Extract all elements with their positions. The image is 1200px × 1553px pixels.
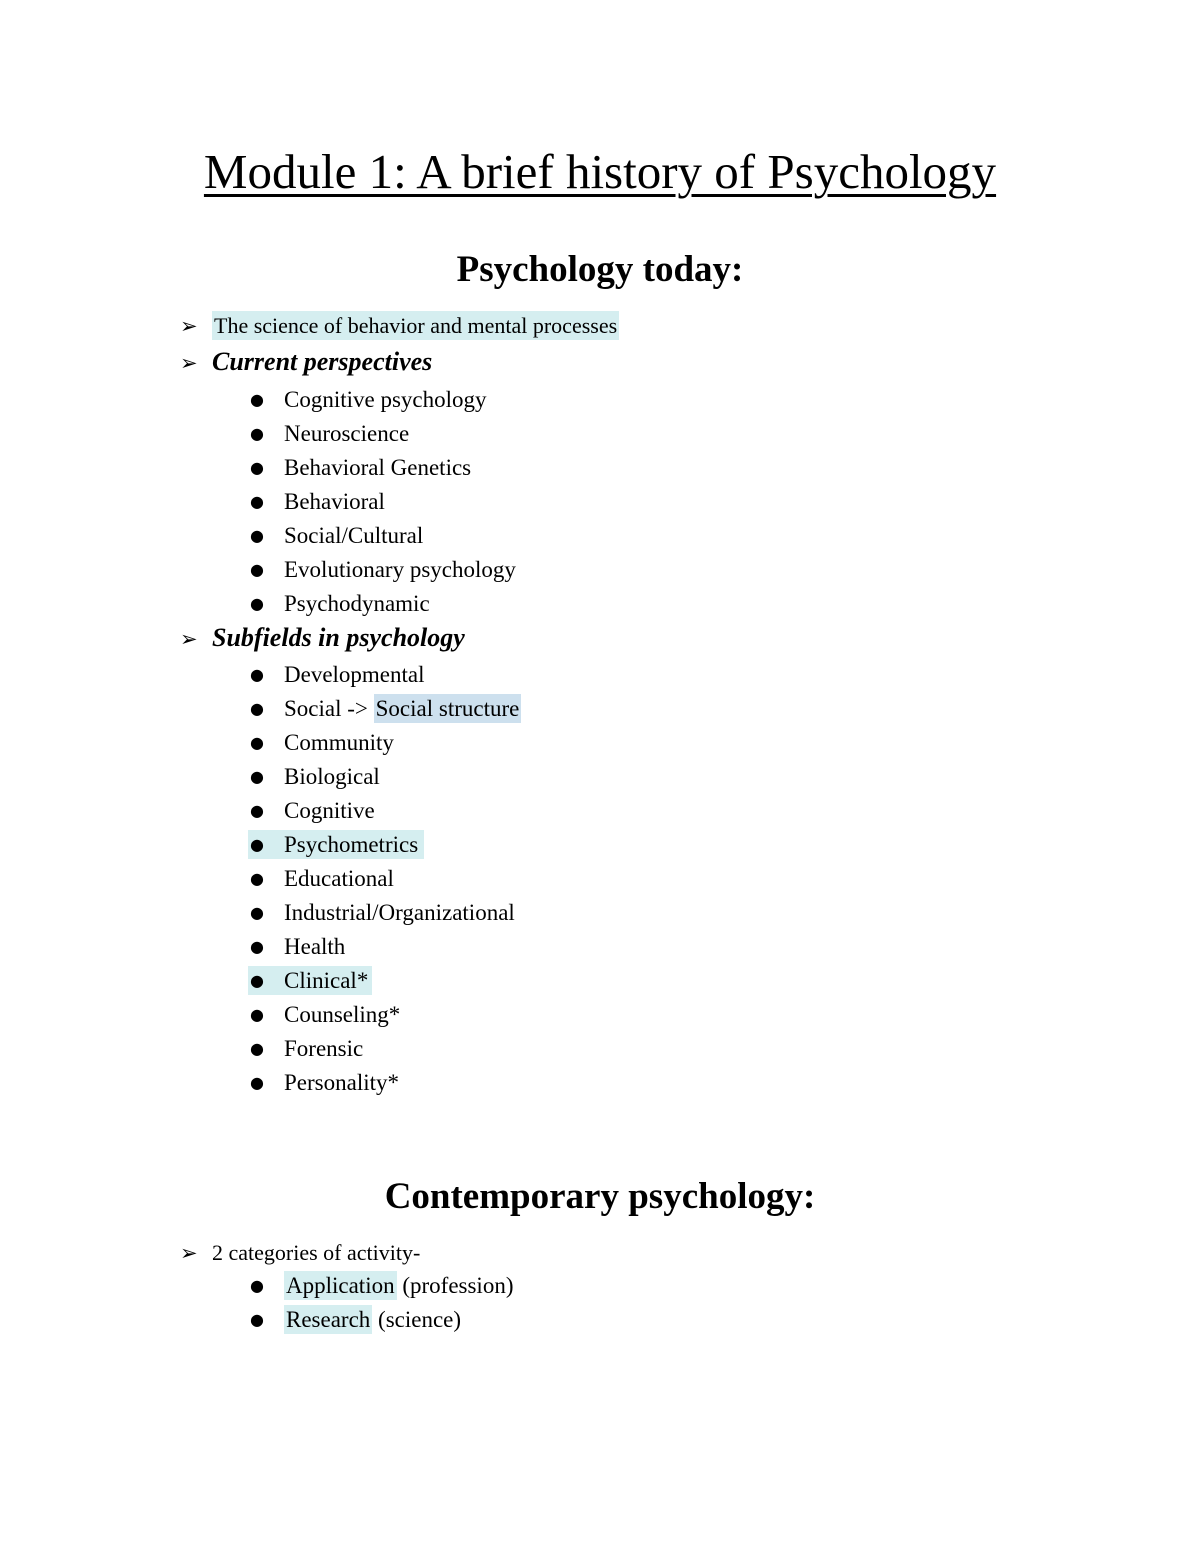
dot-bullet-icon: ● [250,594,264,613]
dot-bullet-icon: ● [250,835,264,854]
categories-text: 2 categories of activity- [212,1240,421,1265]
list-item-text: Evolutionary psychology [284,557,516,582]
highlighted-text: Research [286,1307,371,1332]
list-item-text: Counseling* [284,1002,401,1027]
definition-line [180,309,619,343]
dot-bullet-icon: ● [250,560,264,579]
list-item-text: Educational [284,866,394,891]
dot-bullet-icon: ● [250,801,264,820]
dot-bullet-icon: ● [250,1073,264,1092]
list-item [248,760,380,794]
list-item [248,794,375,828]
list-item [248,692,521,726]
list-item [248,964,372,998]
list-item-text: Behavioral [284,489,385,514]
list-item [248,896,515,930]
list-item [248,658,425,692]
arrow-bullet-icon: ➢ [180,351,198,375]
definition-text: The science of behavior and mental processes [214,313,618,338]
dot-bullet-icon: ● [250,1005,264,1024]
list-item-text: Psychometrics [284,832,419,857]
list-item [248,451,471,485]
list-item-text: Social/Cultural [284,523,424,548]
list-item [248,587,430,621]
list-item [248,519,423,553]
list-item [248,1269,513,1303]
list-item-text: Industrial/Organizational [284,900,515,925]
dot-bullet-icon: ● [250,903,264,922]
dot-bullet-icon: ● [250,424,264,443]
highlighted-text: Application [286,1273,395,1298]
list-item-text: (profession) [402,1273,514,1298]
list-item [248,417,409,451]
list-item-text: Cognitive [284,798,375,823]
dot-bullet-icon: ● [250,492,264,511]
highlighted-text: Social structure [375,696,520,721]
list-item-text: Clinical* [284,968,369,993]
list-item-text: Neuroscience [284,421,410,446]
list-item [248,1303,461,1337]
dot-bullet-icon: ● [250,869,264,888]
list-item-text: (science) [378,1307,462,1332]
dot-bullet-icon: ● [250,1310,264,1329]
dot-bullet-icon: ● [250,767,264,786]
list-item-text: Personality* [284,1070,399,1095]
list-item-text: Developmental [284,662,425,687]
list-item-text: Community [284,730,394,755]
arrow-bullet-icon: ➢ [180,314,198,338]
list-item [248,726,394,760]
list-item [248,1066,399,1100]
categories-line [180,1236,420,1270]
section-heading-contemporary: Contemporary psychology: [384,1176,816,1217]
dot-bullet-icon: ● [250,665,264,684]
list-item [248,862,394,896]
list-item-text: Behavioral Genetics [284,455,472,480]
dot-bullet-icon: ● [250,1276,264,1295]
subfields-heading-line [180,621,465,655]
list-item-text: Health [284,934,346,959]
arrow-bullet-icon: ➢ [180,1241,198,1265]
subfields-heading: Subfields in psychology [212,623,465,652]
list-item [248,828,424,862]
dot-bullet-icon: ● [250,526,264,545]
list-item [248,553,516,587]
dot-bullet-icon: ● [250,390,264,409]
list-item-text: Biological [284,764,380,789]
dot-bullet-icon: ● [250,699,264,718]
list-item-text: Cognitive psychology [284,387,487,412]
dot-bullet-icon: ● [250,733,264,752]
list-item [248,383,487,417]
list-item [248,998,400,1032]
list-item [248,930,345,964]
list-item-text: Psychodynamic [284,591,430,616]
list-item [248,1032,363,1066]
section-heading-psychology-today: Psychology today: [456,249,744,290]
perspectives-heading-line [180,345,432,379]
list-item-text: Forensic [284,1036,364,1061]
dot-bullet-icon: ● [250,971,264,990]
dot-bullet-icon: ● [250,937,264,956]
page-title: Module 1: A brief history of Psychology [203,144,997,199]
perspectives-heading: Current perspectives [212,347,433,376]
arrow-bullet-icon: ➢ [180,627,198,651]
dot-bullet-icon: ● [250,1039,264,1058]
dot-bullet-icon: ● [250,458,264,477]
list-item [248,485,385,519]
list-item-text: Social -> [284,696,368,721]
